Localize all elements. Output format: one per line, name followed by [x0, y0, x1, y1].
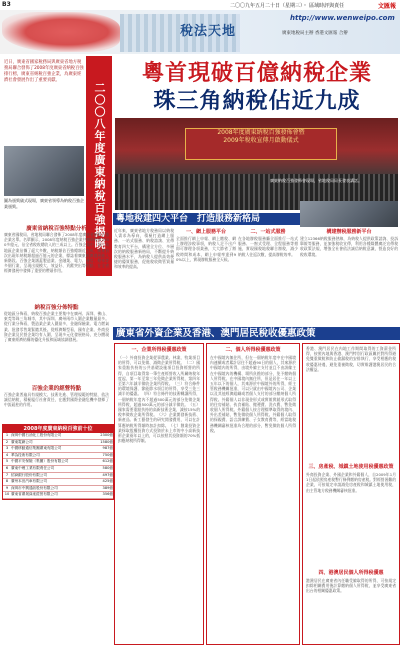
rank-cell: 1 — [5, 433, 9, 437]
column-title-business: 百強企業的經營特點 — [31, 386, 82, 392]
platform-article-col1: 近年來，廣東省地方稅務局以納稅人需求為導向，積極打造網上服務、一站式服務、納稅諮詢、宣傳教育四大平台，構建全方位、多層次的納稅服務新格局，不斷提升納稅服務水平，為納稅人提供高效便捷的優質服務，促進稅收徵管質量和效率的提高。 — [114, 228, 174, 270]
intro-paragraph: 近日，廣東省國家稅務局與廣東省地方稅務局聯合發佈了2008年度廣東省納稅百強排行榜，廣東省納稅百強企業，為廣東經濟社會發展作出了重要貢獻。 — [4, 60, 84, 83]
table-title: 2008年度廣東納稅百強前十位 — [3, 425, 113, 433]
table-row — [3, 473, 113, 480]
stage-text-2: 2009年稅收宣傳月啟動儀式 — [223, 137, 299, 144]
table-row — [3, 486, 113, 493]
award-photo — [4, 146, 84, 196]
platform-article-col4: 建立12366納稅服務熱線，為納稅人提供政策諮詢、投訴舉報等服務，並加強稅收宣傳，利用各種媒體廣泛宣傳稅收政策法規，增強全社會依法誠信納稅意識，營造良好的稅收環境。 — [300, 236, 398, 257]
amount-cell: 580億 — [102, 465, 113, 470]
rank-cell: 6 — [5, 465, 9, 470]
amount-cell: 389億 — [102, 485, 113, 490]
rank-cell: 2 — [5, 439, 9, 444]
award-photo-caption: 圖為頒獎儀式現場，廣東省領導為納稅百強企業頒獎。 — [4, 198, 84, 209]
rank-cell: 5 — [5, 459, 9, 464]
rank-cell: 7 — [5, 472, 9, 477]
website-link[interactable]: http://www.wenweipo.com — [290, 14, 395, 22]
page-number: B3 — [2, 1, 11, 8]
company-cell: 廣東省廣晟資產經營有限公司 — [11, 492, 58, 497]
platform-article-col3: 在各地辦稅服務廳全面推行一站式服務、一窗式受理、全程服務等措施，實現國稅地稅聯合辦稅，減少納稅人往返次數，提高辦稅效率。 — [238, 236, 298, 257]
ranking-table — [2, 424, 114, 500]
amount-cell: 2300億 — [100, 433, 113, 437]
platform-article-col2: 全面推行網上申報、網上繳稅、網上辦理涉稅事項，納稅人足不出戶即可辦理各項業務，大大節省了辦稅時間和成本，網上申報率達到90%以上，實現辦稅服務全天候。 — [176, 236, 236, 262]
rank-cell: 10 — [4, 492, 10, 497]
section-heading-preferential: 廣東省外資企業及香港、澳門居民稅收優惠政策 — [113, 327, 400, 340]
section-heading-platforms: 粵地稅建四大平台 打造服務新格局 — [113, 213, 301, 225]
stage-backdrop — [185, 128, 337, 160]
amount-cell: 425億 — [102, 479, 113, 484]
tax-policy-box-1 — [114, 343, 204, 645]
rank-cell: 8 — [5, 479, 9, 484]
column-body-text-3: 百強企業普遍具有規模大、技術先進、管理規範的特點，依法誠信納稅，積極履行社會責任，在應對國際金融危機中發揮了中流砥柱的作用。 — [4, 392, 109, 408]
column-body-text-2: 從地區分佈看，納稅百強企業主要集中在廣州、深圳、佛山、東莞等珠三角城市，其中深圳、廣州兩市入圍企業數量最多。從行業分佈看，製造業企業入圍最多，金融保險業、電力燃氣業、批發零售業緊隨其後。從經濟類型看，國有企業、外商投資企業及民營企業均有入圍，呈現多元化發展格局，充分體現了廣東經濟結構的優化升級和區域協調發展。 — [4, 311, 109, 343]
headline-primary: 粵首現破百億納稅企業 — [141, 61, 372, 86]
table-row — [3, 440, 113, 447]
company-cell: 廣東電網公司 — [11, 439, 33, 444]
china-map-graphic — [2, 12, 120, 52]
amount-cell: 612億 — [102, 459, 113, 464]
table-row — [3, 453, 113, 460]
policy-text-5: 港澳居民在廣東省內任職受僱取得的所得，可按規定扣除相關費用後計算繳納個人所得稅，並享受廣東省出台的相關優惠政策。 — [306, 578, 396, 594]
company-cell: 中國移動通信集團廣東有限公司 — [11, 446, 62, 451]
subheading-property-tax: 三、房產稅、城鎮土地使用稅優惠政策 — [308, 464, 394, 470]
tax-policy-box-2 — [206, 343, 300, 645]
company-cell: 廣州本田汽車有限公司 — [11, 479, 47, 484]
rank-cell: 9 — [5, 485, 9, 490]
company-cell: 深圳中國石油化工股份有限公司 — [11, 433, 62, 437]
company-cell: 招商銀行股份有限公司 — [11, 472, 47, 477]
policy-text-2: 在中國境內無住所，但在一個納稅年度中在中國境內連續或者累計居住不超過90日的個人，其來源於中國境內的所得，由境外僱主支付並且不由該僱主在中國境內的機構、場所負擔的部分，免予繳納個人所得稅。在中國境內無住所，但是居住一年以上五年以下的個人，其來源於中國境外的所得，經主管稅務機關批准，可以只就由中國境內公司、企業以及其他經濟組織或者個人支付的部分繳納個人所得稅。外籍個人以非現金形式或實報實銷形式取得的住房補貼、伙食補貼、搬遷費、洗衣費，暫免徵收個人所得稅。外籍個人按合理標準取得的境內、外出差補貼，暫免徵收個人所得稅。外籍個人取得的探親費、語言訓練費、子女教育費等，經當地稅務機關審核批准為合理的部分，暫免徵收個人所得稅。 — [210, 355, 296, 433]
table-row — [3, 466, 113, 473]
amount-cell: 750億 — [102, 452, 113, 457]
amount-cell: 1580億 — [100, 439, 113, 444]
subheading-onestop: 二、一站式服務 — [250, 229, 286, 235]
company-cell: 深圳市中興通訊股份有限公司 — [11, 485, 58, 490]
rank-cell: 4 — [5, 452, 9, 457]
amount-cell: 356億 — [102, 492, 113, 497]
tax-office-photo — [300, 201, 398, 227]
subheading-personal-tax: 二、個人所得稅優惠政策 — [225, 347, 281, 353]
subheading-online: 一、網上服務平台 — [185, 229, 226, 235]
newspaper-brand: 文匯報 — [377, 3, 396, 10]
column-title-analysis: 廣東省納稅百強特點分析 — [26, 226, 87, 232]
subheading-newplatform: 構建辦稅服務新平台 — [326, 229, 372, 235]
vertical-headline: 二〇〇八年度廣東納稅百強揭曉 — [86, 56, 112, 276]
policy-text-1: （一）外商投資企業從事農業、林業、牧業項目的所得，可以免徵、減徵企業所得稅。（二）國家重點扶持的公共基礎設施項目投資經營的所得，自項目取得第一筆生產經營收入所屬納稅年度起，第一年至第三年免徵企業所得稅，第四年至第六年減半徵收企業所得稅。（三）符合條件的環境保護、節能節水項目的所得，享受三免三減半的優惠。（四）符合條件的技術轉讓所得，一個納稅年度內不超過500萬元的部分免徵企業所得稅，超過500萬元的部分減半徵收。（五）國家需要重點扶持的高新技術企業，減按15%的稅率徵收企業所得稅。（六）企業開發新技術、新產品、新工藝發生的研究開發費用，可以在計算應納稅所得額時加計扣除。（七）創業投資企業採取股權投資方式投資於未上市的中小高新技術企業兩年以上的，可以按照其投資額的70%抵扣應納稅所得額。 — [118, 355, 200, 444]
conference-photo — [115, 118, 398, 210]
issue-date: 二〇〇九年五月二十日（星期三）・ 區域時評與責任 — [230, 3, 345, 9]
subheading-enterprise-tax: 一、企業所得稅優惠政策 — [131, 347, 187, 353]
table-row — [3, 479, 113, 486]
table-row — [3, 492, 113, 499]
editor-credits: 廣東地稅局主辦 香港文匯報 合辦 — [282, 31, 348, 36]
conference-photo-caption: 廣東納稅百強發佈會現場，省地稅局局長發表講話。 — [270, 178, 362, 183]
table-row — [3, 446, 113, 453]
column-title-distribution: 納稅百強分佈特點 — [34, 305, 79, 311]
subheading-hkmo-tax: 四、港澳居民個人所得稅優惠 — [318, 570, 384, 576]
tax-policy-box-3 — [302, 343, 400, 645]
amount-cell: 497億 — [102, 472, 113, 477]
section-title: 稅法天地 — [180, 24, 237, 39]
policy-text-4: 外商投資企業、外國企業和外籍個人，自2009年1月1日起依照房產稅暫行條例繳納房產稅。對經營困難的企業，可按規定申請減免房產稅和城鎮土地使用稅，由主管地方稅務機關審核批准。 — [306, 472, 396, 493]
company-cell: 中國平安保險（集團）股份有限公司 — [11, 459, 69, 464]
amount-cell: 987億 — [102, 446, 113, 451]
company-cell: 廣東中煙工業有限責任公司 — [11, 465, 55, 470]
table-row — [3, 433, 113, 440]
policy-text-3: 香港、澳門居民在內地工作期間取得的工資薪金所得，按照內地與香港、澳門特別行政區關於對所得避免雙重徵稅和防止偷漏稅的安排執行，享受相應的稅收優惠待遇，避免重複徵稅，切實維護港澳居民的合法權益。 — [306, 346, 396, 372]
column-body-text: 廣東省國稅局、省地稅局聯合發佈了2008年度廣東省納稅百強企業名單。名單顯示，2008年度納稅百強企業共繳納稅收2300多億元，佔全省稅收總收入的三成以上。百強企業中，珠三角地區企業佔據了絕大多數，納稅額佔百強總額近九成。廣東首次出現年納稅額超過百億元的企業，標誌着廣東經濟發展進入新階段。百強企業涵蓋製造業、金融業、電力、通信、煙草等多個行業，呈現出規模大、效益好、貢獻突出等特點，在全省經濟發展中發揮了重要的帶頭作用。 — [4, 232, 109, 274]
table-row — [3, 459, 113, 466]
headline-secondary: 珠三角納稅佔近九成 — [153, 89, 361, 114]
rank-cell: 3 — [5, 446, 9, 451]
company-cell: 華為技術有限公司 — [11, 452, 40, 457]
stage-text-1: 2008年度廣東納稅百強發佈會暨 — [217, 129, 305, 136]
